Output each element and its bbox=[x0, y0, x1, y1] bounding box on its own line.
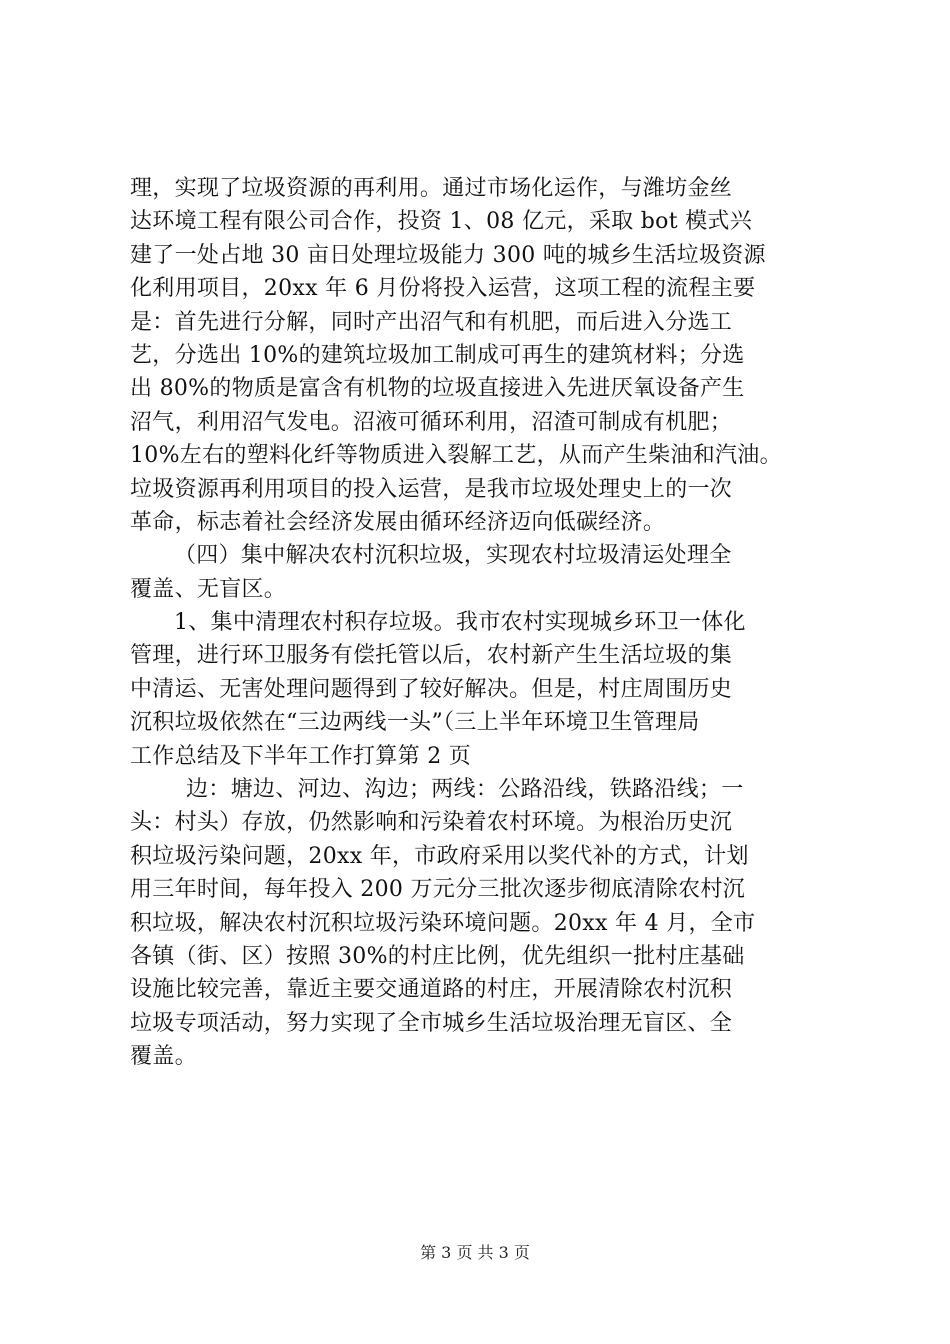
text-line: 管理，进行环卫服务有偿托管以后，农村新产生生活垃圾的集 bbox=[130, 643, 733, 669]
text-line: 设施比较完善，靠近主要交通道路的村庄，开展清除农村沉积 bbox=[130, 977, 733, 1003]
text-line: 垃圾专项活动，努力实现了全市城乡生活垃圾治理无盲区、全 bbox=[130, 1010, 733, 1036]
section-heading: （四）集中解决农村沉积垃圾，实现农村垃圾清运处理全 bbox=[174, 543, 732, 569]
paragraph-start-line: 边：塘边、河边、沟边；两线：公路沿线，铁路沿线；一 bbox=[186, 777, 744, 803]
text-line: 沉积垃圾依然在“三边两线一头”（三上半年环境卫生管理局 bbox=[130, 710, 700, 736]
paragraph-start-line: 1、集中清理农村积存垃圾。我市农村实现城乡环卫一体化 bbox=[174, 610, 746, 636]
document-body bbox=[130, 172, 830, 1074]
text-line: 10%左右的塑料化纤等物质进入裂解工艺，从而产生柴油和汽油。 bbox=[130, 443, 782, 469]
text-line: 垃圾资源再利用项目的投入运营，是我市垃圾处理史上的一次 bbox=[130, 476, 733, 502]
text-line: 建了一处占地 30 亩日处理垃圾能力 300 吨的城乡生活垃圾资源 bbox=[130, 242, 766, 268]
text-line: 覆盖、无盲区。 bbox=[130, 576, 287, 602]
text-line: 积垃圾，解决农村沉积垃圾污染环境问题。20xx 年 4 月，全市 bbox=[130, 910, 756, 936]
text-line: 艺，分选出 10%的建筑垃圾加工制成可再生的建筑材料；分选 bbox=[130, 342, 745, 368]
text-line: 工作总结及下半年工作打算第 2 页 bbox=[130, 743, 472, 769]
text-line: 化利用项目，20xx 年 6 月份将投入运营，这项工程的流程主要 bbox=[130, 276, 756, 302]
text-line: 积垃圾污染问题，20xx 年，市政府采用以奖代补的方式，计划 bbox=[130, 843, 749, 869]
text-line: 中清运、无害处理问题得到了较好解决。但是，村庄周围历史 bbox=[130, 676, 733, 702]
page-number-label: 第 3 页 共 3 页 bbox=[420, 1243, 530, 1262]
text-line: 覆盖。 bbox=[130, 1044, 197, 1070]
page-footer bbox=[0, 1242, 950, 1264]
text-line: 头：村头）存放，仍然影响和污染着农村环境。为根治历史沉 bbox=[130, 810, 733, 836]
text-line: 沼气，利用沼气发电。沼液可循环利用，沼渣可制成有机肥； bbox=[130, 409, 733, 435]
text-line: 革命，标志着社会经济发展由循环经济迈向低碳经济。 bbox=[130, 509, 666, 535]
text-line: 达环境工程有限公司合作，投资 1、08 亿元，采取 bot 模式兴 bbox=[130, 209, 753, 235]
text-line: 各镇（街、区）按照 30%的村庄比例，优先组织一批村庄基础 bbox=[130, 943, 745, 969]
text-line: 用三年时间，每年投入 200 万元分三批次逐步彻底清除农村沉 bbox=[130, 877, 745, 903]
text-line: 出 80%的物质是富含有机物的垃圾直接进入先进厌氧设备产生 bbox=[130, 376, 745, 402]
text-line: 是：首先进行分解，同时产出沼气和有机肥，而后进入分选工 bbox=[130, 309, 733, 335]
text-line: 理，实现了垃圾资源的再利用。通过市场化运作，与潍坊金丝 bbox=[130, 176, 733, 201]
